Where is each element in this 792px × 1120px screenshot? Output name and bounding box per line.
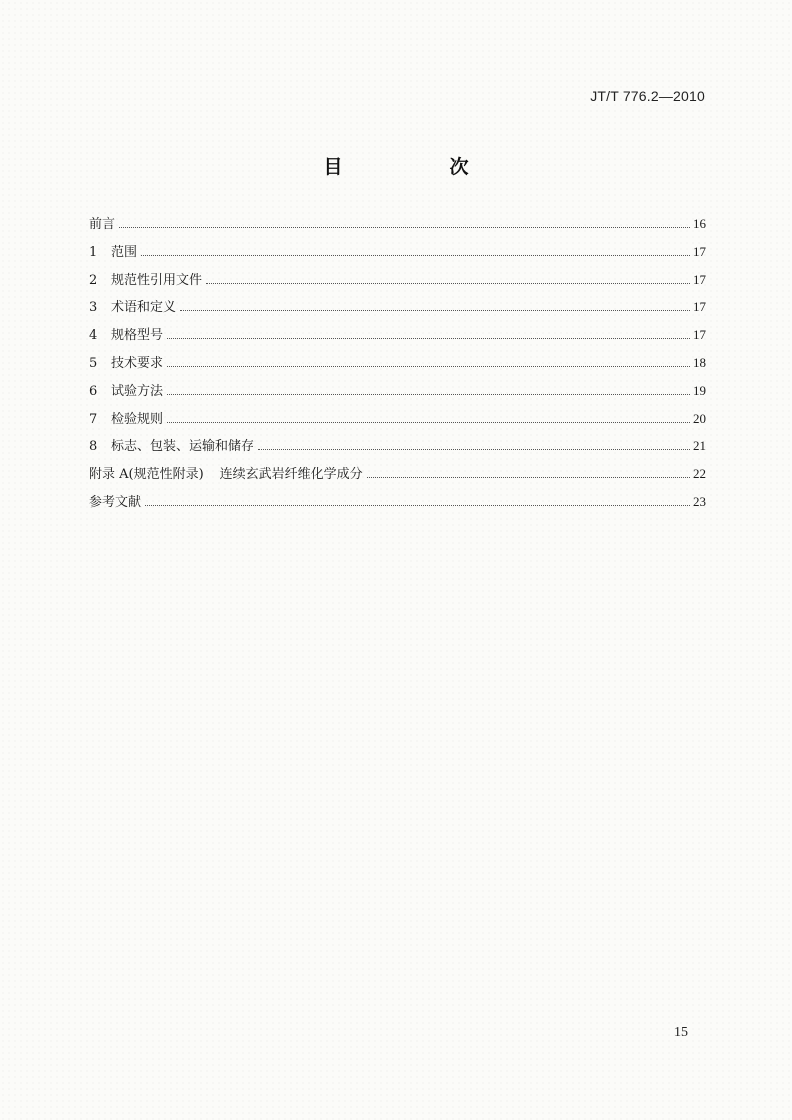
toc-section-number: 4 — [89, 328, 98, 344]
toc-page-number: 23 — [693, 493, 706, 509]
toc-section-number: 5 — [89, 355, 98, 371]
toc-leader-dots — [145, 504, 690, 506]
toc-entry-test-methods[interactable] — [89, 380, 706, 408]
toc-leader-dots — [206, 282, 690, 284]
toc-leader-dots — [367, 476, 690, 478]
toc-leader-dots — [141, 254, 690, 256]
toc-leader-dots — [180, 309, 690, 311]
toc-entry-normative-references[interactable] — [89, 269, 706, 297]
toc-leader-dots — [167, 393, 690, 395]
toc-entry-text: 试验方法 — [111, 383, 164, 399]
toc-entry-technical-requirements[interactable] — [89, 352, 706, 380]
toc-leader-dots — [258, 448, 690, 450]
toc-entry-text: 范围 — [111, 244, 138, 260]
toc-page-number: 21 — [693, 438, 706, 454]
toc-section-number: 1 — [89, 244, 98, 260]
toc-entry-text: 参考文献 — [89, 494, 142, 510]
toc-page-number: 17 — [693, 271, 706, 287]
toc-entry-text: 前言 — [89, 217, 116, 232]
toc-entry-specifications[interactable] — [89, 324, 706, 352]
toc-entry-text: 规范性引用文件 — [111, 272, 203, 288]
toc-entry-bibliography[interactable] — [89, 491, 706, 519]
toc-page-number: 16 — [693, 216, 706, 231]
toc-entry-inspection-rules[interactable] — [89, 408, 706, 436]
toc-entry-terms-definitions[interactable] — [89, 296, 706, 324]
toc-section-number: 8 — [89, 439, 98, 455]
page-title: 目 次 — [323, 156, 513, 178]
toc-page-number: 18 — [693, 354, 706, 370]
toc-page-number: 17 — [693, 243, 706, 259]
toc-leader-dots — [167, 337, 690, 339]
toc-entry-text: 术语和定义 — [111, 300, 177, 316]
toc-section-number: 2 — [89, 272, 98, 288]
toc-leader-dots — [167, 365, 690, 367]
toc-entry-text: 规格型号 — [111, 328, 164, 344]
toc-section-number: 6 — [89, 383, 98, 399]
toc-section-number: 3 — [89, 300, 98, 316]
toc-page-number: 17 — [693, 327, 706, 343]
page-number: 15 — [674, 1025, 688, 1040]
toc-page-number: 20 — [693, 410, 706, 426]
standard-code: JT/T 776.2—2010 — [590, 88, 705, 104]
table-of-contents — [89, 213, 706, 519]
toc-entry-text: 检验规则 — [111, 411, 164, 427]
toc-leader-dots — [167, 421, 690, 423]
toc-entry-marking-packaging[interactable] — [89, 435, 706, 463]
toc-entry-scope[interactable] — [89, 241, 706, 269]
toc-section-number: 7 — [89, 411, 98, 427]
toc-leader-dots — [119, 226, 690, 228]
toc-entry-text: 附录 A(规范性附录) — [89, 467, 204, 483]
toc-page-number: 19 — [693, 382, 706, 398]
toc-entry-subtitle: 连续玄武岩纤维化学成分 — [219, 467, 363, 483]
toc-entry-annex-a[interactable] — [89, 463, 706, 491]
toc-entry-text: 标志、包装、运输和储存 — [111, 439, 255, 455]
toc-entry-foreword[interactable] — [89, 213, 706, 241]
toc-entry-text: 技术要求 — [111, 355, 164, 371]
toc-page-number: 17 — [693, 299, 706, 315]
toc-page-number: 22 — [693, 466, 706, 482]
